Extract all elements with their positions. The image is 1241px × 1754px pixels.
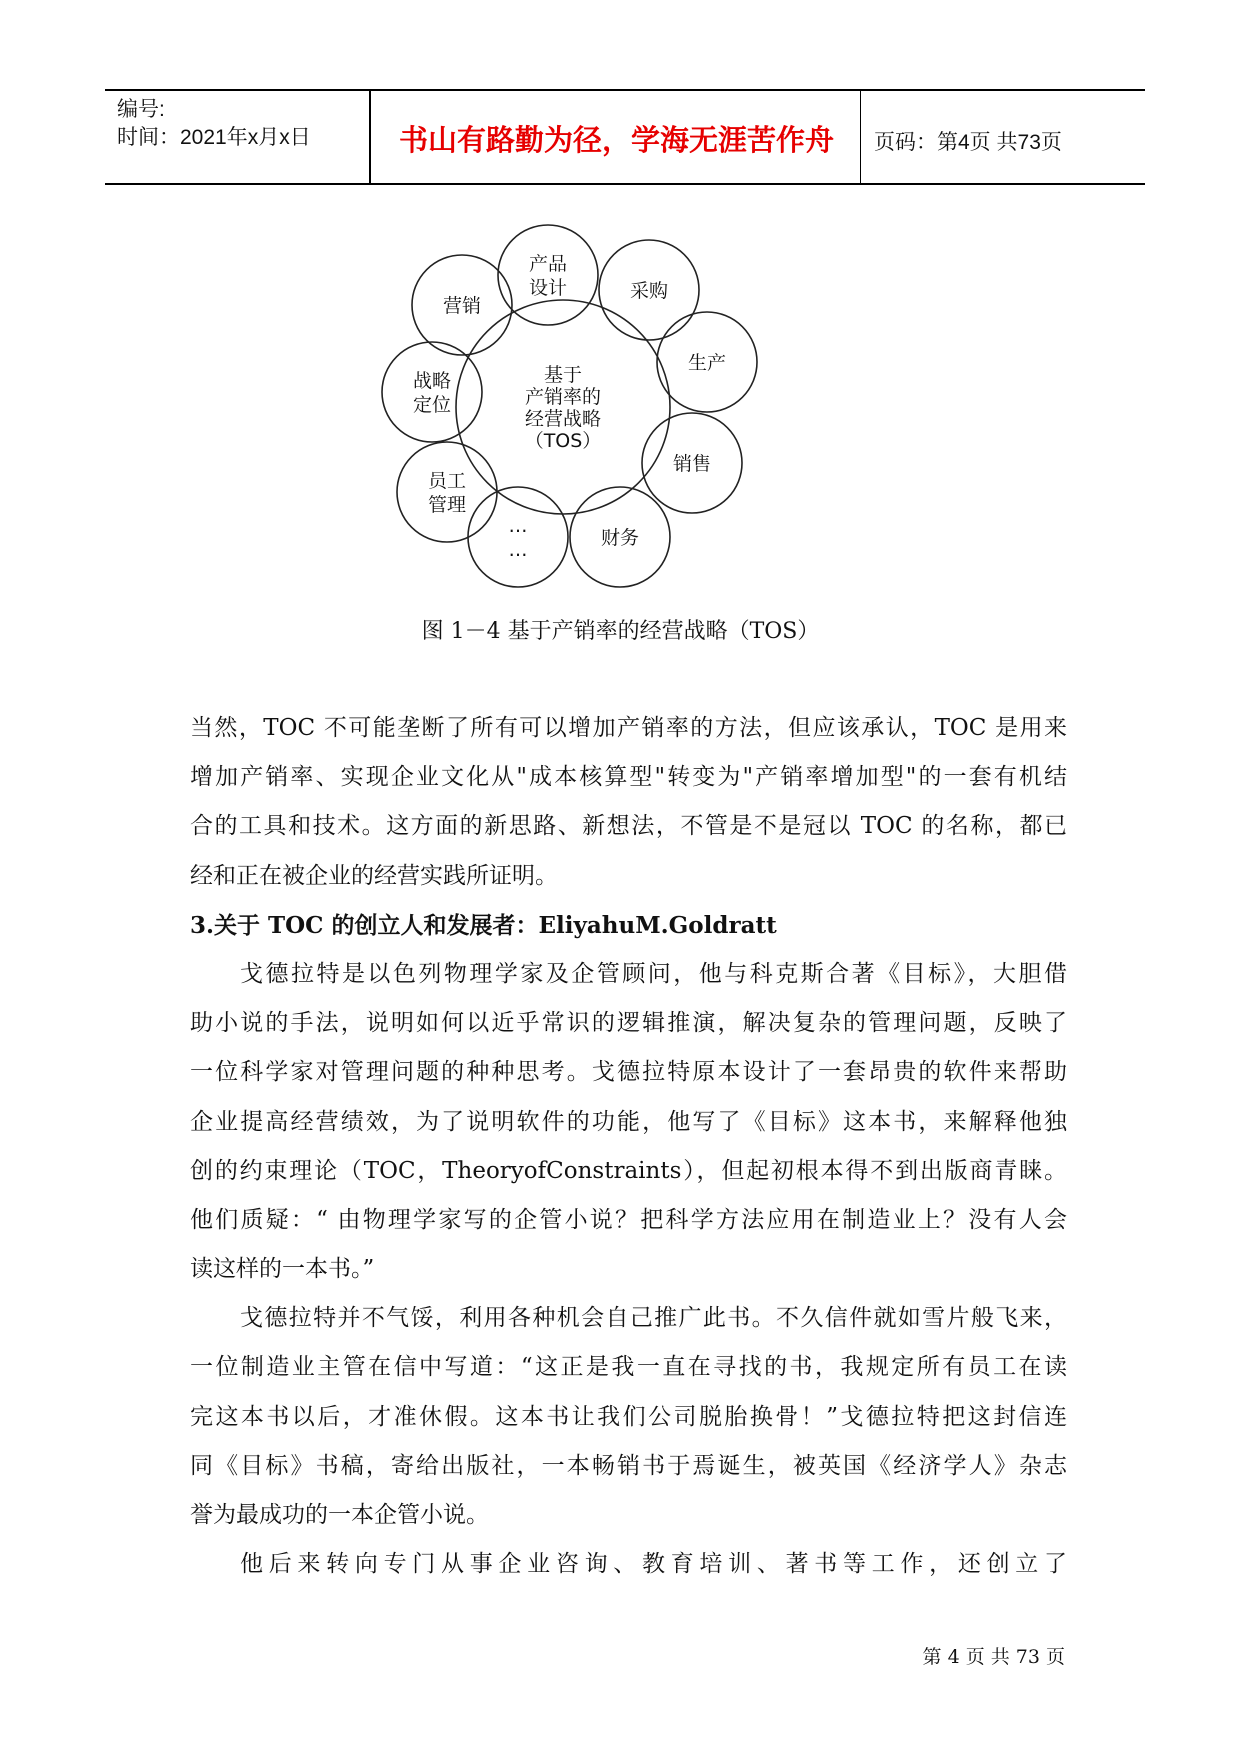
node-circle-product-design [498, 225, 598, 325]
text-line: 当然，TOC 不可能垄断了所有可以增加产销率的方法，但应该承认，TOC 是用来 [190, 715, 1067, 741]
tos-diagram [0, 0, 1241, 620]
text-line: 读这样的一本书。” [190, 1256, 375, 1283]
node-label-ellipsis: … [508, 539, 528, 561]
node-label-product-design: 设计 [528, 277, 568, 299]
text-line: 戈德拉特并不气馁，利用各种机会自己推广此书。不久信件就如雪片般飞来， [240, 1305, 1067, 1332]
text-line: 企业提高经营绩效，为了说明软件的功能，他写了《目标》这本书，来解释他独 [190, 1108, 1067, 1135]
text-line: 誉为最成功的一本企管小说。 [190, 1502, 489, 1528]
node-label-finance: 财务 [600, 527, 640, 549]
node-label-strategic-positioning: 战略 [412, 370, 452, 392]
body-text [190, 704, 1067, 1589]
page-footer: 第 4 页 共 73 页 [922, 1646, 1065, 1668]
text-line: 戈德拉特是以色列物理学家及企管顾问，他与科克斯合著《目标》，大胆借 [240, 960, 1067, 987]
center-label: 产销率的 [524, 386, 602, 408]
node-label-staff-management: 管理 [427, 494, 467, 516]
section-heading: 3.关于 TOC 的创立人和发展者：EliyahuM.Goldratt [190, 911, 777, 939]
text-line: 同《目标》书稿，寄给出版社，一本畅销书于焉诞生，被英国《经济学人》杂志 [190, 1452, 1067, 1479]
text-line: 他们质疑：“ 由物理学家写的企管小说？把科学方法应用在制造业上？没有人会 [190, 1206, 1067, 1233]
text-line: 合的工具和技术。这方面的新思路、新想法，不管是不是冠以 TOC 的名称，都已 [190, 813, 1067, 840]
text-line: 完这本书以后，才准休假。这本书让我们公司脱胎换骨！”戈德拉特把这封信连 [190, 1403, 1067, 1430]
text-line: 创的约束理论（TOC，TheoryofConstraints），但起初根本得不到出版商青睐。 [190, 1157, 1067, 1184]
node-circle-strategic-positioning [382, 342, 482, 442]
node-label-procurement: 采购 [629, 280, 669, 302]
center-label: 经营战略 [524, 408, 602, 430]
figure-caption: 图 1－4 基于产销率的经营战略（TOS） [421, 619, 820, 644]
text-line: 一位制造业主管在信中写道：“这正是我一直在寻找的书，我规定所有员工在读 [190, 1354, 1067, 1381]
center-label: （TOS） [524, 430, 602, 452]
page-indicator: 页码：第4页 共73页 [874, 131, 1062, 154]
node-label-marketing: 营销 [442, 295, 482, 317]
text-line: 一位科学家对管理问题的种种思考。戈德拉特原本设计了一套昂贵的软件来帮助 [190, 1059, 1067, 1086]
node-label-strategic-positioning: 定位 [412, 394, 452, 416]
doc-number-label: 编号: [117, 98, 165, 121]
node-circle-staff-management [397, 442, 497, 542]
node-label-product-design: 产品 [528, 253, 568, 275]
node-label-production: 生产 [687, 352, 727, 374]
doc-date-label: 时间：2021年x月x日 [117, 126, 311, 149]
node-label-staff-management: 员工 [427, 470, 467, 492]
center-label: 基于 [543, 364, 583, 386]
text-line: 他后来转向专门从事企业咨询、教育培训、著书等工作，还创立了 [240, 1551, 1067, 1578]
text-line: 助小说的手法，说明如何以近乎常识的逻辑推演，解决复杂的管理问题，反映了 [190, 1010, 1067, 1037]
node-label-sales: 销售 [672, 453, 712, 475]
text-line: 增加产销率、实现企业文化从"成本核算型"转变为"产销率增加型"的一套有机结 [190, 764, 1067, 791]
node-circle-ellipsis [468, 487, 568, 587]
text-line: 经和正在被企业的经营实践所证明。 [190, 862, 558, 889]
node-label-ellipsis: … [508, 515, 528, 537]
header-motto: 书山有路勤为径，学海无涯苦作舟 [398, 123, 834, 157]
